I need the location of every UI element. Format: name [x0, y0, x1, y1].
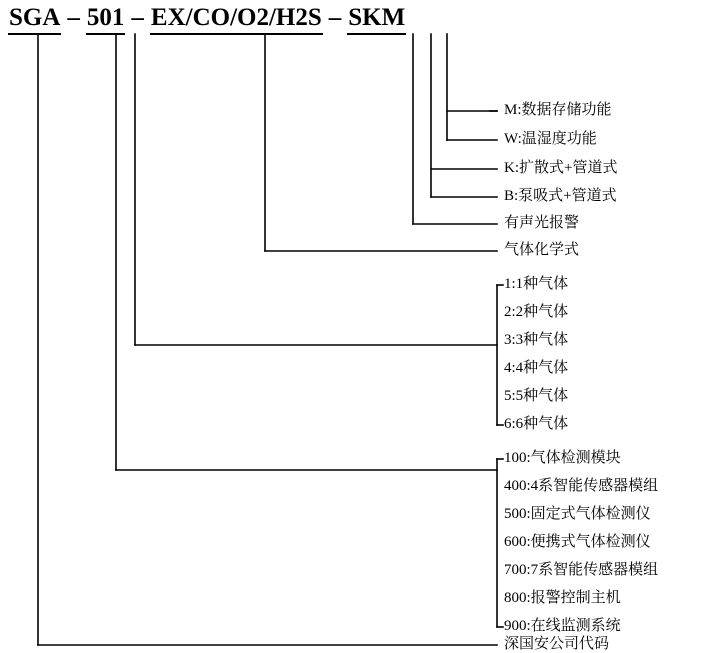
code-separator-3: –	[328, 4, 342, 31]
code-segment-suffix: SKM	[347, 4, 406, 35]
code-separator-2: –	[131, 4, 144, 31]
label-gas-count-5: 5:5种气体	[504, 388, 569, 404]
label-series-600: 600:便携式气体检测仪	[504, 534, 651, 550]
label-gas-count-1: 1:1种气体	[504, 276, 569, 292]
label-series-800: 800:报警控制主机	[504, 590, 621, 606]
code-separator-1: –	[67, 4, 80, 31]
label-company-code: 深国安公司代码	[504, 636, 610, 652]
label-gas-count-4: 4:4种气体	[504, 360, 569, 376]
code-segment-series: 501	[86, 4, 126, 35]
label-series-400: 400:4系智能传感器模组	[504, 478, 659, 494]
label-storage-w: W:温湿度功能	[504, 131, 597, 147]
label-series-900: 900:在线监测系统	[504, 618, 621, 634]
label-sampling-b: B:泵吸式+管道式	[504, 188, 617, 204]
label-gas-count-2: 2:2种气体	[504, 304, 569, 320]
label-gas-chemical-type: 气体化学式	[504, 242, 580, 258]
label-gas-count-3: 3:3种气体	[504, 332, 569, 348]
code-segment-prefix: SGA	[8, 4, 61, 35]
label-series-700: 700:7系智能传感器模组	[504, 562, 659, 578]
label-sampling-k: K:扩散式+管道式	[504, 160, 618, 176]
label-series-100: 100:气体检测模块	[504, 450, 621, 466]
product-code-line	[8, 4, 406, 35]
code-segment-gases: EX/CO/O2/H2S	[150, 4, 323, 35]
label-storage-m: M:数据存储功能	[504, 102, 612, 118]
label-gas-count-6: 6:6种气体	[504, 416, 569, 432]
label-series-500: 500:固定式气体检测仪	[504, 506, 651, 522]
label-alarm: 有声光报警	[504, 215, 580, 231]
